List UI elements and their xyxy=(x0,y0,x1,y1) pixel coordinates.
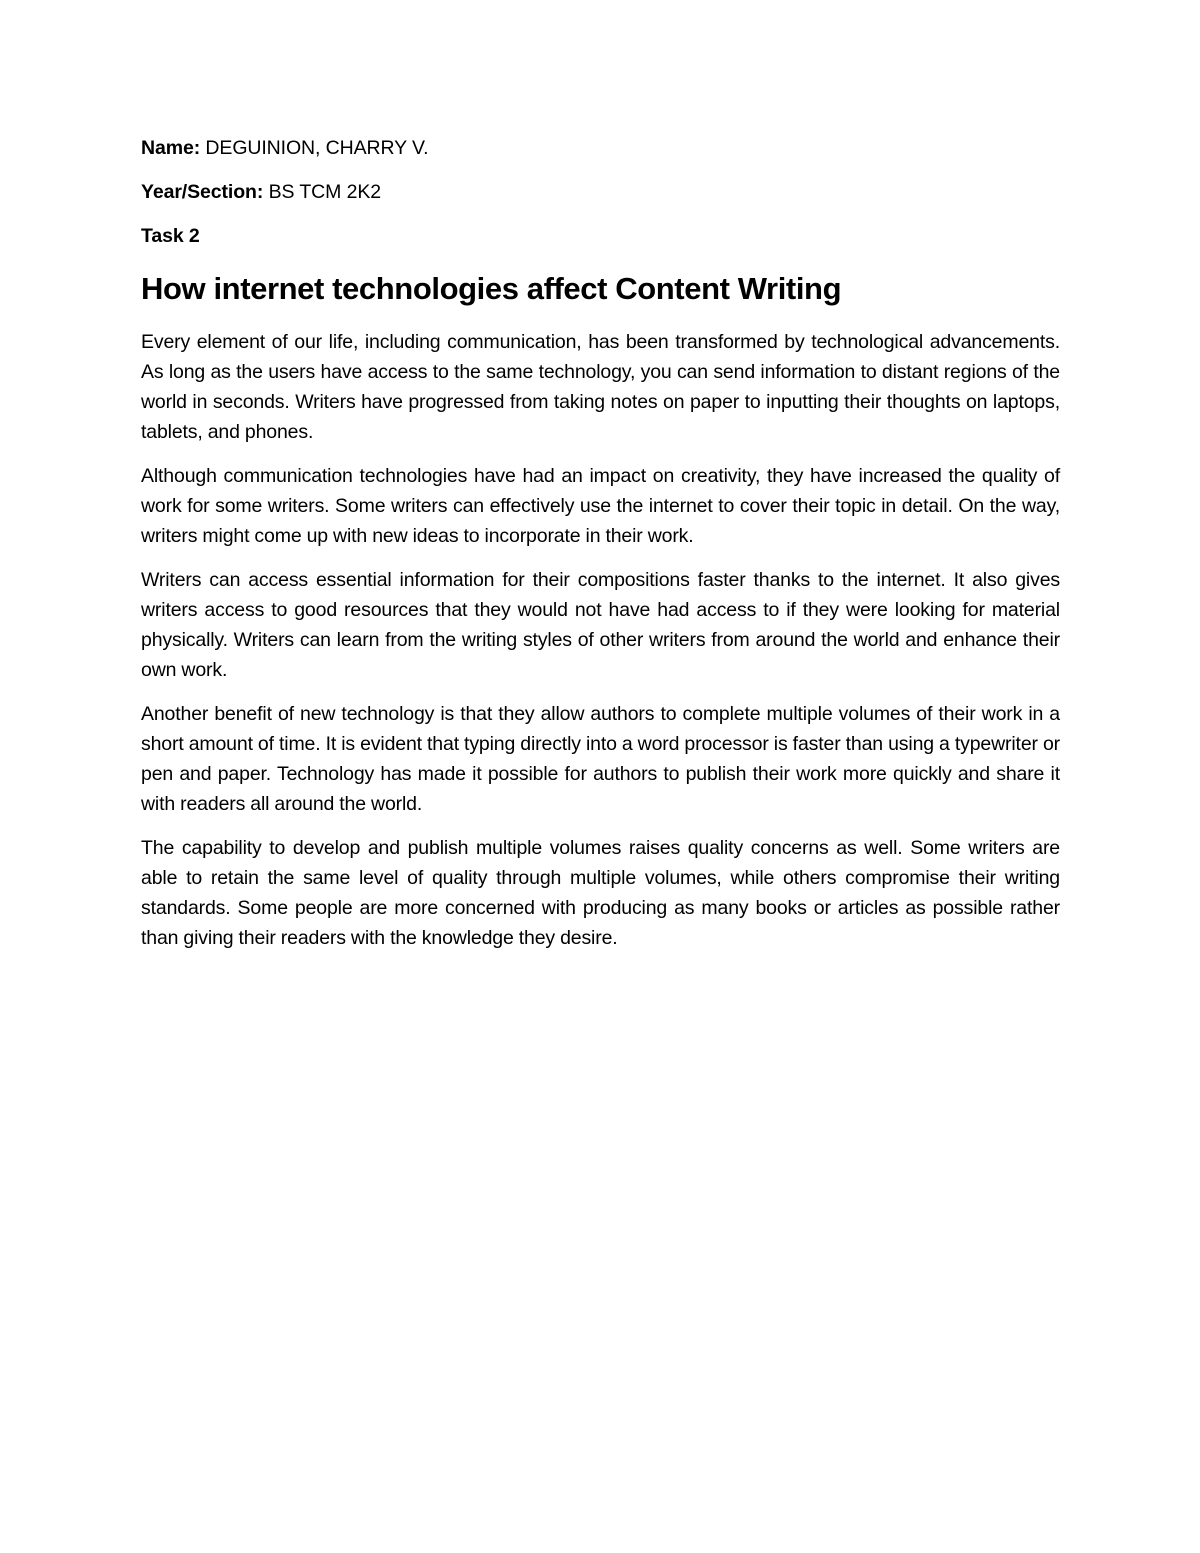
year-section-label: Year/Section: xyxy=(141,181,264,203)
year-section-value: BS TCM 2K2 xyxy=(263,181,382,203)
body-paragraph: The capability to develop and publish multiple volumes raises quality concerns as well. Some writers are able to retain the same level of quality through multiple volumes, while others compromise their writing standards. Some people are more concerned with producing as many books or articles as possible rather than giving their readers with the knowledge they desire. xyxy=(141,837,1060,949)
page-title: How internet technologies affect Content Writing xyxy=(141,271,842,306)
body-paragraph: Writers can access essential information for their compositions faster thanks to the internet. It also gives writers access to good resources that they would not have had access to if they were looking for material physically. Writers can learn from the writing styles of other writers from around the world and enhance their own work. xyxy=(141,569,1060,681)
student-name-label: Name: xyxy=(141,137,201,159)
student-name-value: DEGUINION, CHARRY V. xyxy=(200,137,429,159)
body-paragraph: Although communication technologies have had an impact on creativity, they have increased the quality of work for some writers. Some writers can effectively use the internet to cover their topic in detail. On the way, writers might come up with new ideas to incorporate in their work. xyxy=(141,465,1060,547)
body-paragraph: Another benefit of new technology is that they allow authors to complete multiple volumes of their work in a short amount of time. It is evident that typing directly into a word processor is faster than using a typewriter or pen and paper. Technology has made it possible for authors to publish their work more quickly and share it with readers all around the world. xyxy=(141,703,1060,815)
student-name-line xyxy=(141,133,1060,163)
document-body xyxy=(141,133,1060,953)
year-section-line xyxy=(141,177,1060,207)
body-paragraph: Every element of our life, including communication, has been transformed by technological advancements. As long as the users have access to the same technology, you can send information to distant regions of the world in seconds. Writers have progressed from taking notes on paper to inputting their thoughts on laptops, tablets, and phones. xyxy=(141,331,1060,443)
task-label: Task 2 xyxy=(141,225,200,247)
